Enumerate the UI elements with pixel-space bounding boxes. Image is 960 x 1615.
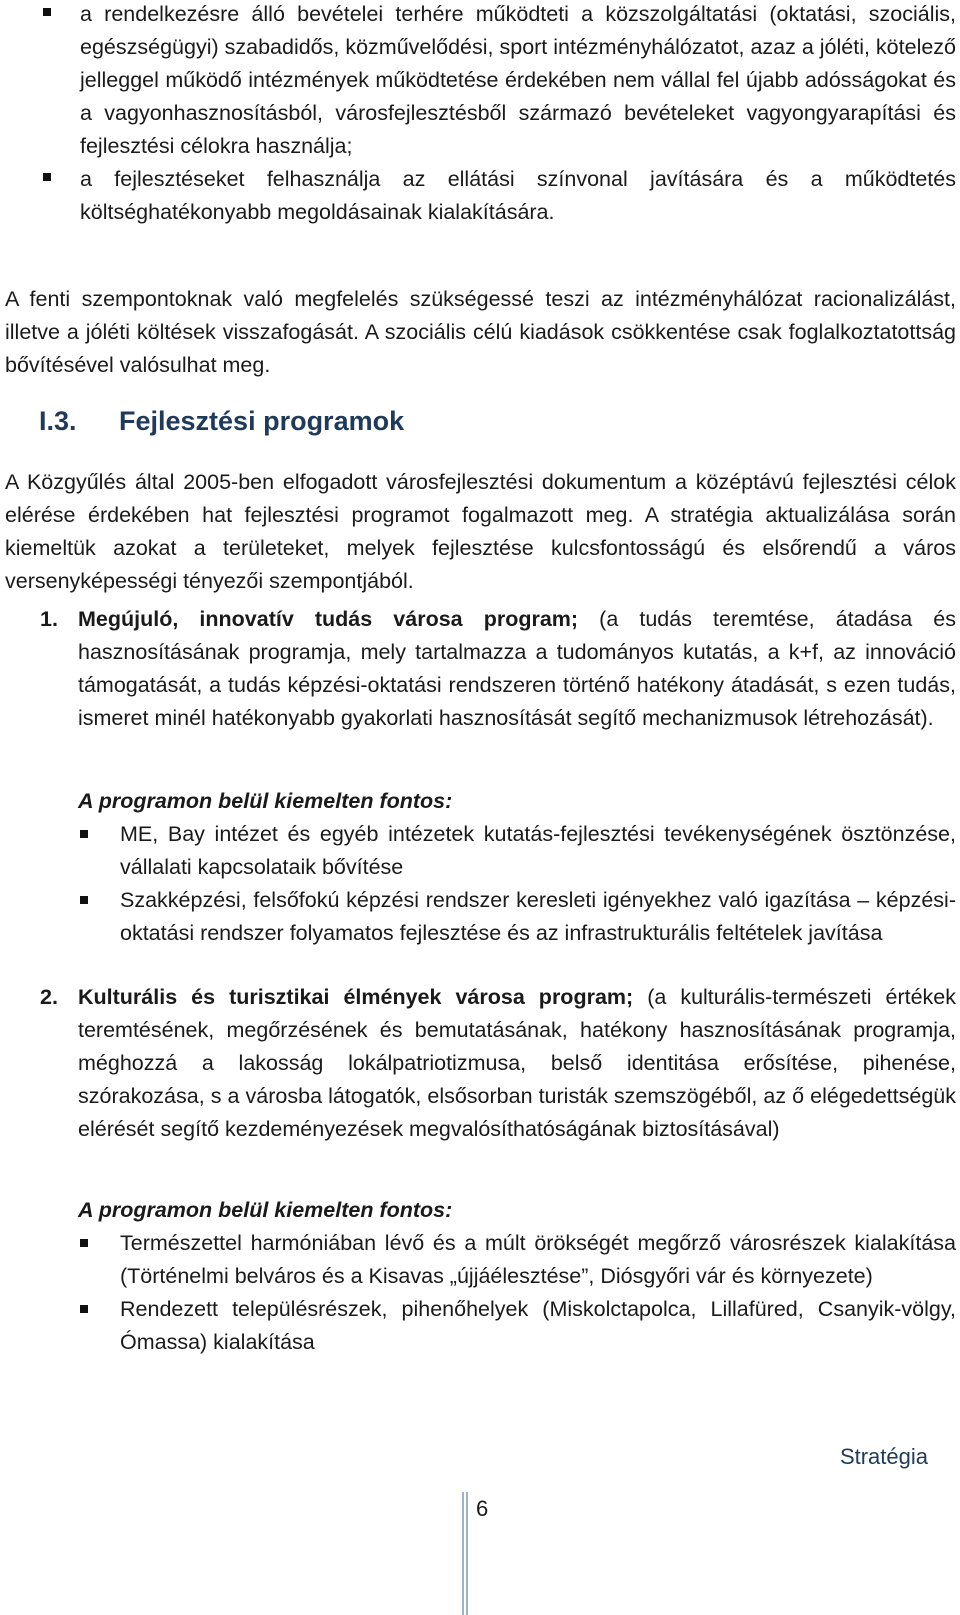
section-title: Fejlesztési programok (119, 406, 405, 436)
square-bullet-icon (80, 1305, 88, 1313)
square-bullet-icon (80, 1239, 88, 1247)
program-title: Kulturális és turisztikai élmények városa program; (78, 985, 634, 1009)
program-2-subheading: A programon belül kiemelten fontos: (78, 1198, 453, 1222)
list-item (0, 818, 960, 884)
program-description: (a tudás teremtése, átadása és hasznosításának programja, mely tartalmazza a tudományos kutatás, a k+f, az innováció támogatását, a tudás képzési-oktatási rendszeren történő hatékony átadását, s ezen tudás, ismeret minél hatékonyabb gyakorlati hasznosítását segítő mechanizmusok létrehozását). (78, 607, 956, 730)
list-item (0, 1293, 960, 1359)
section-number: I.3. (39, 406, 77, 436)
program-text (0, 981, 960, 1146)
program-2 (0, 981, 960, 1146)
bullet-text: a fejlesztéseket felhasználja az ellátási színvonal javítására és a működtetés költséghatékonyabb megoldásainak kialakítására. (80, 167, 956, 224)
page-number: 6 (476, 1496, 489, 1521)
program-number: 1. (40, 607, 58, 631)
square-bullet-icon (43, 173, 51, 181)
section-heading (39, 405, 960, 438)
square-bullet-icon (80, 830, 88, 838)
bullet-text: a rendelkezésre álló bevételei terhére működteti a közszolgáltatási (oktatási, szociális, egészségügyi) szabadidős, közművelődési, sport intézményhálózatot, azaz a jóléti, kötelező jelleggel működő intézmények működtetése érdekében nem vállal fel újabb adósságokat és a vagyonhasznosításból, városfejlesztésből származó bevételeket vagyongyarapítási és fejlesztési célokra használja; (80, 2, 957, 158)
list-item (0, 884, 960, 950)
square-bullet-icon (80, 896, 88, 904)
footer-label: Stratégia (839, 1444, 928, 1469)
intro-paragraph: A fenti szempontoknak való megfelelés szükségessé teszi az intézményhálózat racionalizálást, illetve a jóléti költések visszafogását. A szociális célú kiadások csökkentése csak foglalkoztatottság bővítésével valósulhat meg. (5, 287, 956, 377)
list-item (0, 1227, 960, 1293)
program-1 (0, 603, 960, 735)
list-item (0, 163, 960, 229)
top-bullet-list (0, 0, 960, 229)
program-1-subheading: A programon belül kiemelten fontos: (78, 789, 453, 813)
program-title: Megújuló, innovatív tudás városa program; (78, 607, 579, 631)
square-bullet-icon (43, 8, 51, 16)
section-paragraph: A Közgyűlés által 2005-ben elfogadott városfejlesztési dokumentum a középtávú fejlesztési célok elérése érdekében hat fejlesztési programot fogalmazott meg. A stratégia aktualizálása során kiemeltük azokat a területeket, melyek fejlesztése kulcsfontosságú és elsőrendű a város versenyképességi tényezői szempontjából. (5, 470, 956, 593)
bullet-text: Természettel harmóniában lévő és a múlt örökségét megőrző városrészek kialakítása (Történelmi belváros és a Kisavas „újjáélesztése”, Diósgyőri vár és környezete) (120, 1231, 956, 1288)
footer-divider (462, 1492, 468, 1615)
list-item (0, 0, 960, 163)
bullet-text: ME, Bay intézet és egyéb intézetek kutatás-fejlesztési tevékenységének ösztönzése, vállalati kapcsolataik bővítése (120, 822, 956, 879)
program-1-bullet-list (0, 818, 960, 950)
program-text (0, 603, 960, 735)
bullet-text: Szakképzési, felsőfokú képzési rendszer keresleti igényekhez való igazítása – képzési-oktatási rendszer folyamatos fejlesztése és az infrastrukturális feltételek javítása (120, 888, 956, 945)
program-2-bullet-list (0, 1227, 960, 1359)
program-number: 2. (40, 985, 58, 1009)
program-description: (a kulturális-természeti értékek teremtésének, megőrzésének és bemutatásának, hatékony hasznosításának programja, méghozzá a lakosság lokálpatriotizmusa, belső identitása erősítése, pihenése, szórakozása, s a városba látogatók, elsősorban turisták szemszögéből, az ő elégedettségük elérését segítő kezdeményezések megvalósíthatóságának biztosításával) (78, 985, 956, 1141)
bullet-text: Rendezett településrészek, pihenőhelyek (Miskolctapolca, Lillafüred, Csanyik-völgy, Ómassa) kialakítása (120, 1297, 956, 1354)
